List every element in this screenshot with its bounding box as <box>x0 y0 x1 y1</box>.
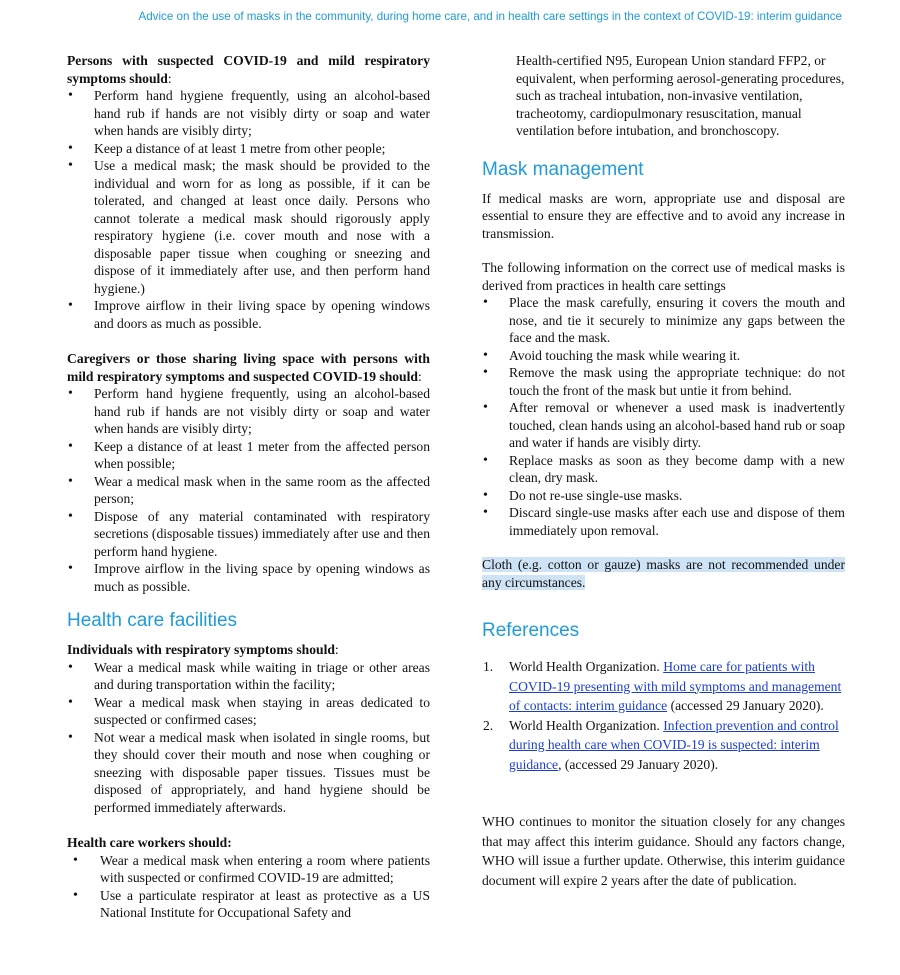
reference-accessed: (accessed 29 January 2020). <box>670 698 824 713</box>
respiratory-individuals-heading: Individuals with respiratory symptoms should: <box>67 642 339 657</box>
health-care-facilities-title: Health care facilities <box>67 610 238 631</box>
reference-org: World Health Organization. <box>509 717 660 733</box>
mask-info-paragraph: The following information on the correct use of medical masks is derived from practices in health care settings <box>482 260 845 293</box>
highlighted-text: Cloth (e.g. cotton or gauze) masks are not recommended under any circumstances. <box>482 557 845 590</box>
mask-management-title: Mask management <box>482 158 644 180</box>
respiratory-individuals-list <box>67 659 430 817</box>
list-item: • After removal or whenever a used mask is inadvertently touched, clean hands using an alcohol-based hand rub or soap and water if hands are visibly dirty. <box>482 399 845 452</box>
list-item: • Not wear a medical mask when isolated in single rooms, but they should cover their mouth and nose when coughing or sneezing with disposable paper tissues. Tissues must be disposed of appropriately, and hand hygiene should be performed immediately afterwards. <box>67 729 430 817</box>
health-care-workers-list <box>67 852 430 922</box>
reference-number: 2. <box>483 717 494 733</box>
list-item: • Avoid touching the mask while wearing it. <box>482 347 845 365</box>
list-item: • Perform hand hygiene frequently, using an alcohol-based hand rub if hands are not visibly dirty or soap and water when hands are visibly dirty; <box>67 385 430 438</box>
list-item: • Wear a medical mask while waiting in triage or other areas and during transportation within the facility; <box>67 659 430 694</box>
running-header: Advice on the use of masks in the community, during home care, and in health care settings in the context of COVID-19: interim guidance <box>138 10 842 23</box>
reference-item <box>482 657 845 716</box>
caregivers-heading: Caregivers or those sharing living space with persons with mild respiratory symptoms and suspected COVID-19 should: <box>67 351 430 384</box>
caregivers-list <box>67 385 430 595</box>
list-item: • Replace masks as soon as they become damp with a new clean, dry mask. <box>482 452 845 487</box>
cloth-mask-note <box>482 556 845 591</box>
list-item: • Do not re-use single-use masks. <box>482 487 845 505</box>
left-column <box>67 52 430 922</box>
list-item: • Wear a medical mask when in the same room as the affected person; <box>67 473 430 508</box>
list-item: • Improve airflow in their living space by opening windows and doors as much as possible. <box>67 297 430 332</box>
list-item: • Keep a distance of at least 1 metre from other people; <box>67 140 430 158</box>
who-note-paragraph: WHO continues to monitor the situation closely for any changes that may affect this interim guidance. Should any factors change, WHO will issue a further update. Otherwise, this interim guidance document will expire 2 years after the date of publication. <box>482 814 845 888</box>
reference-number: 1. <box>483 659 494 674</box>
list-item: • Use a medical mask; the mask should be provided to the individual and worn for as long as possible, if it can be tolerated, and changed at least once daily. Persons who cannot tolerate a medical mask should rigorously apply respiratory hygiene (i.e. cover mouth and nose with a disposable paper tissue when coughing or sneezing and dispose of it immediately after use, and then perform hand hygiene.) <box>67 157 430 297</box>
list-item: • Discard single-use masks after each use and dispose of them immediately upon removal. <box>482 504 845 539</box>
health-care-workers-heading: Health care workers should: <box>67 835 232 850</box>
list-item: • Dispose of any material contaminated with respiratory secretions (disposable tissues) immediately after use and then perform hand hygiene. <box>67 508 430 561</box>
reference-accessed: , (accessed 29 January 2020). <box>558 756 719 772</box>
references-list <box>482 657 845 774</box>
list-item: • Place the mask carefully, ensuring it covers the mouth and nose, and tie it securely to minimize any gaps between the face and the mask. <box>482 294 845 347</box>
respirator-continuation: Health-certified N95, European Union standard FFP2, or equivalent, when performing aerosol-generating procedures, such as tracheal intubation, non-invasive ventilation, tracheotomy, cardiopulmonary resuscitation, manual ventilation before intubation, and bronchoscopy. <box>516 53 845 138</box>
list-item: • Remove the mask using the appropriate technique: do not touch the front of the mask but untie it from behind. <box>482 364 845 399</box>
mask-management-list <box>482 294 845 539</box>
list-item: • Perform hand hygiene frequently, using an alcohol-based hand rub if hands are not visibly dirty or soap and water when hands are visibly dirty; <box>67 87 430 140</box>
suspected-persons-list <box>67 87 430 332</box>
reference-link[interactable]: Infection prevention and control during health care when COVID-19 is suspected: interim guidance <box>509 717 839 772</box>
right-column <box>482 52 845 890</box>
list-item: • Keep a distance of at least 1 meter from the affected person when possible; <box>67 438 430 473</box>
reference-item <box>482 716 845 775</box>
list-item: • Use a particulate respirator at least as protective as a US National Institute for Occupational Safety and <box>67 887 430 922</box>
mask-intro-paragraph: If medical masks are worn, appropriate use and disposal are essential to ensure they are effective and to avoid any increase in transmission. <box>482 190 845 241</box>
list-item: • Improve airflow in the living space by opening windows as much as possible. <box>67 560 430 595</box>
suspected-persons-heading: Persons with suspected COVID-19 and mild respiratory symptoms should: <box>67 53 430 86</box>
list-item: • Wear a medical mask when staying in areas dedicated to suspected or confirmed cases; <box>67 694 430 729</box>
reference-org: World Health Organization. <box>509 659 660 674</box>
references-title: References <box>482 620 580 641</box>
list-item: • Wear a medical mask when entering a room where patients with suspected or confirmed COVID-19 are admitted; <box>67 852 430 887</box>
who-monitoring-note <box>482 812 845 890</box>
reference-link[interactable]: Home care for patients with COVID-19 presenting with mild symptoms and management of contacts: interim guidance <box>509 659 842 713</box>
